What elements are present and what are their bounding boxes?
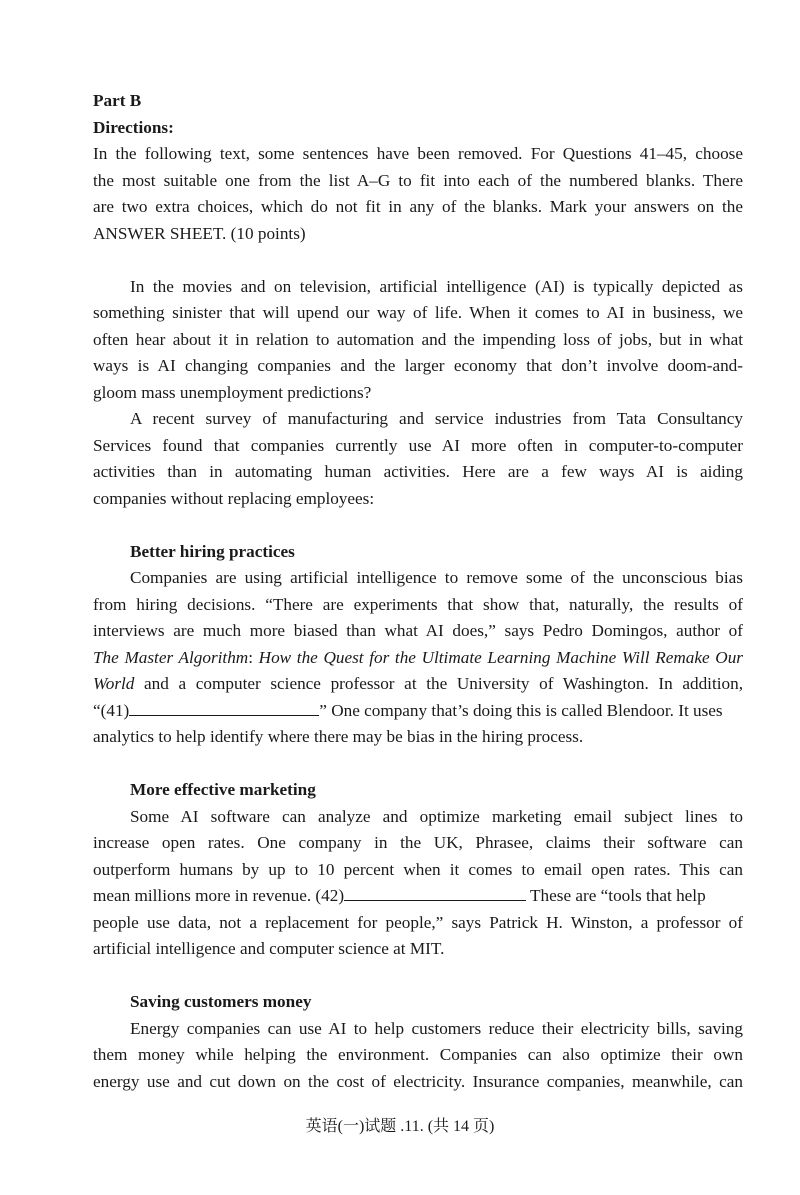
text-line: energy use and cut down on the cost of electricity. Insurance companies, meanwhile, can xyxy=(93,1071,743,1091)
text-line: Companies are using artificial intelligence to remove some of the unconscious bias xyxy=(130,568,743,587)
text-line: companies without replacing employees: xyxy=(93,488,375,508)
text-line: often hear about it in relation to automation and the impending loss of jobs, but in what xyxy=(93,329,743,349)
text-line: them money while helping the environment. Companies can also optimize their own xyxy=(93,1045,743,1064)
book-subtitle: How the Quest for the Ultimate Learning Machine Will Remake Our xyxy=(258,647,743,667)
text-line: Services found that companies currently use AI more often in computer-to-computer xyxy=(93,435,743,455)
text-line: analytics to help identify where there may be bias in the hiring process. xyxy=(93,727,584,746)
section-saving xyxy=(93,989,743,1095)
text-line: ways is AI changing companies and the larger economy that don’t involve doom-and- xyxy=(93,356,743,375)
question-41-line: “(41) ” One company that’s doing this is called Blendoor. It uses xyxy=(93,698,743,725)
book-subtitle-end: World xyxy=(93,674,135,693)
text-line: artificial intelligence and computer science at MIT. xyxy=(93,939,445,958)
directions-label: Directions: xyxy=(93,117,174,137)
question-42-line: mean millions more in revenue. (42) These are “tools that help xyxy=(93,883,743,910)
text-line: activities than in automating human activities. Here are a few ways AI is aiding xyxy=(93,462,743,481)
text-line: interviews are much more biased than what AI does,” says Pedro Domingos, author of xyxy=(93,621,743,640)
section-heading: Better hiring practices xyxy=(130,541,295,561)
text-line: World and a computer science professor at the University of Washington. In addition, xyxy=(93,674,743,693)
directions-line: ANSWER SHEET. (10 points) xyxy=(93,223,306,243)
text-line: outperform humans by up to 10 percent when it comes to email open rates. This can xyxy=(93,859,743,879)
text-line: Energy companies can use AI to help customers reduce their electricity bills, saving xyxy=(130,1018,743,1038)
section-marketing xyxy=(93,777,743,963)
directions-line: In the following text, some sentences have been removed. For Questions 41–45, choose xyxy=(93,144,743,163)
page-footer: 英语(一)试题 .11. (共 14 页) xyxy=(305,1118,495,1135)
section-hiring xyxy=(93,539,743,751)
part-title: Part B xyxy=(93,91,142,110)
intro-paragraph-1 xyxy=(93,274,743,407)
text-line: gloom mass unemployment predictions? xyxy=(93,382,372,402)
answer-blank-42 xyxy=(344,883,526,901)
text-line: people use data, not a replacement for people,” says Patrick H. Winston, a professor of xyxy=(93,912,743,932)
directions-text xyxy=(93,141,743,247)
intro-paragraph-2 xyxy=(93,406,743,512)
text-line: The Master Algorithm: How the Quest for the Ultimate Learning Machine Will Remake Our xyxy=(93,647,743,667)
text-line: A recent survey of manufacturing and service industries from Tata Consultancy xyxy=(130,409,743,428)
section-heading: More effective marketing xyxy=(130,780,316,799)
text-line: increase open rates. One company in the UK, Phrasee, claims their software can xyxy=(93,833,743,852)
text-line: from hiring decisions. “There are experiments that show that, naturally, the results of xyxy=(93,594,743,614)
exam-page xyxy=(93,88,743,1095)
section-heading: Saving customers money xyxy=(130,992,312,1011)
directions-line: the most suitable one from the list A–G to fit into each of the numbered blanks. There xyxy=(93,170,743,190)
text-line: something sinister that will upend our way of life. When it comes to AI in business, we xyxy=(93,303,743,322)
text-line: Some AI software can analyze and optimize marketing email subject lines to xyxy=(130,806,743,826)
book-title: The Master Algorithm xyxy=(93,647,249,667)
directions-line: are two extra choices, which do not fit in any of the blanks. Mark your answers on the xyxy=(93,197,743,216)
text-line: In the movies and on television, artificial intelligence (AI) is typically depicted as xyxy=(130,276,743,296)
answer-blank-41 xyxy=(129,698,319,716)
